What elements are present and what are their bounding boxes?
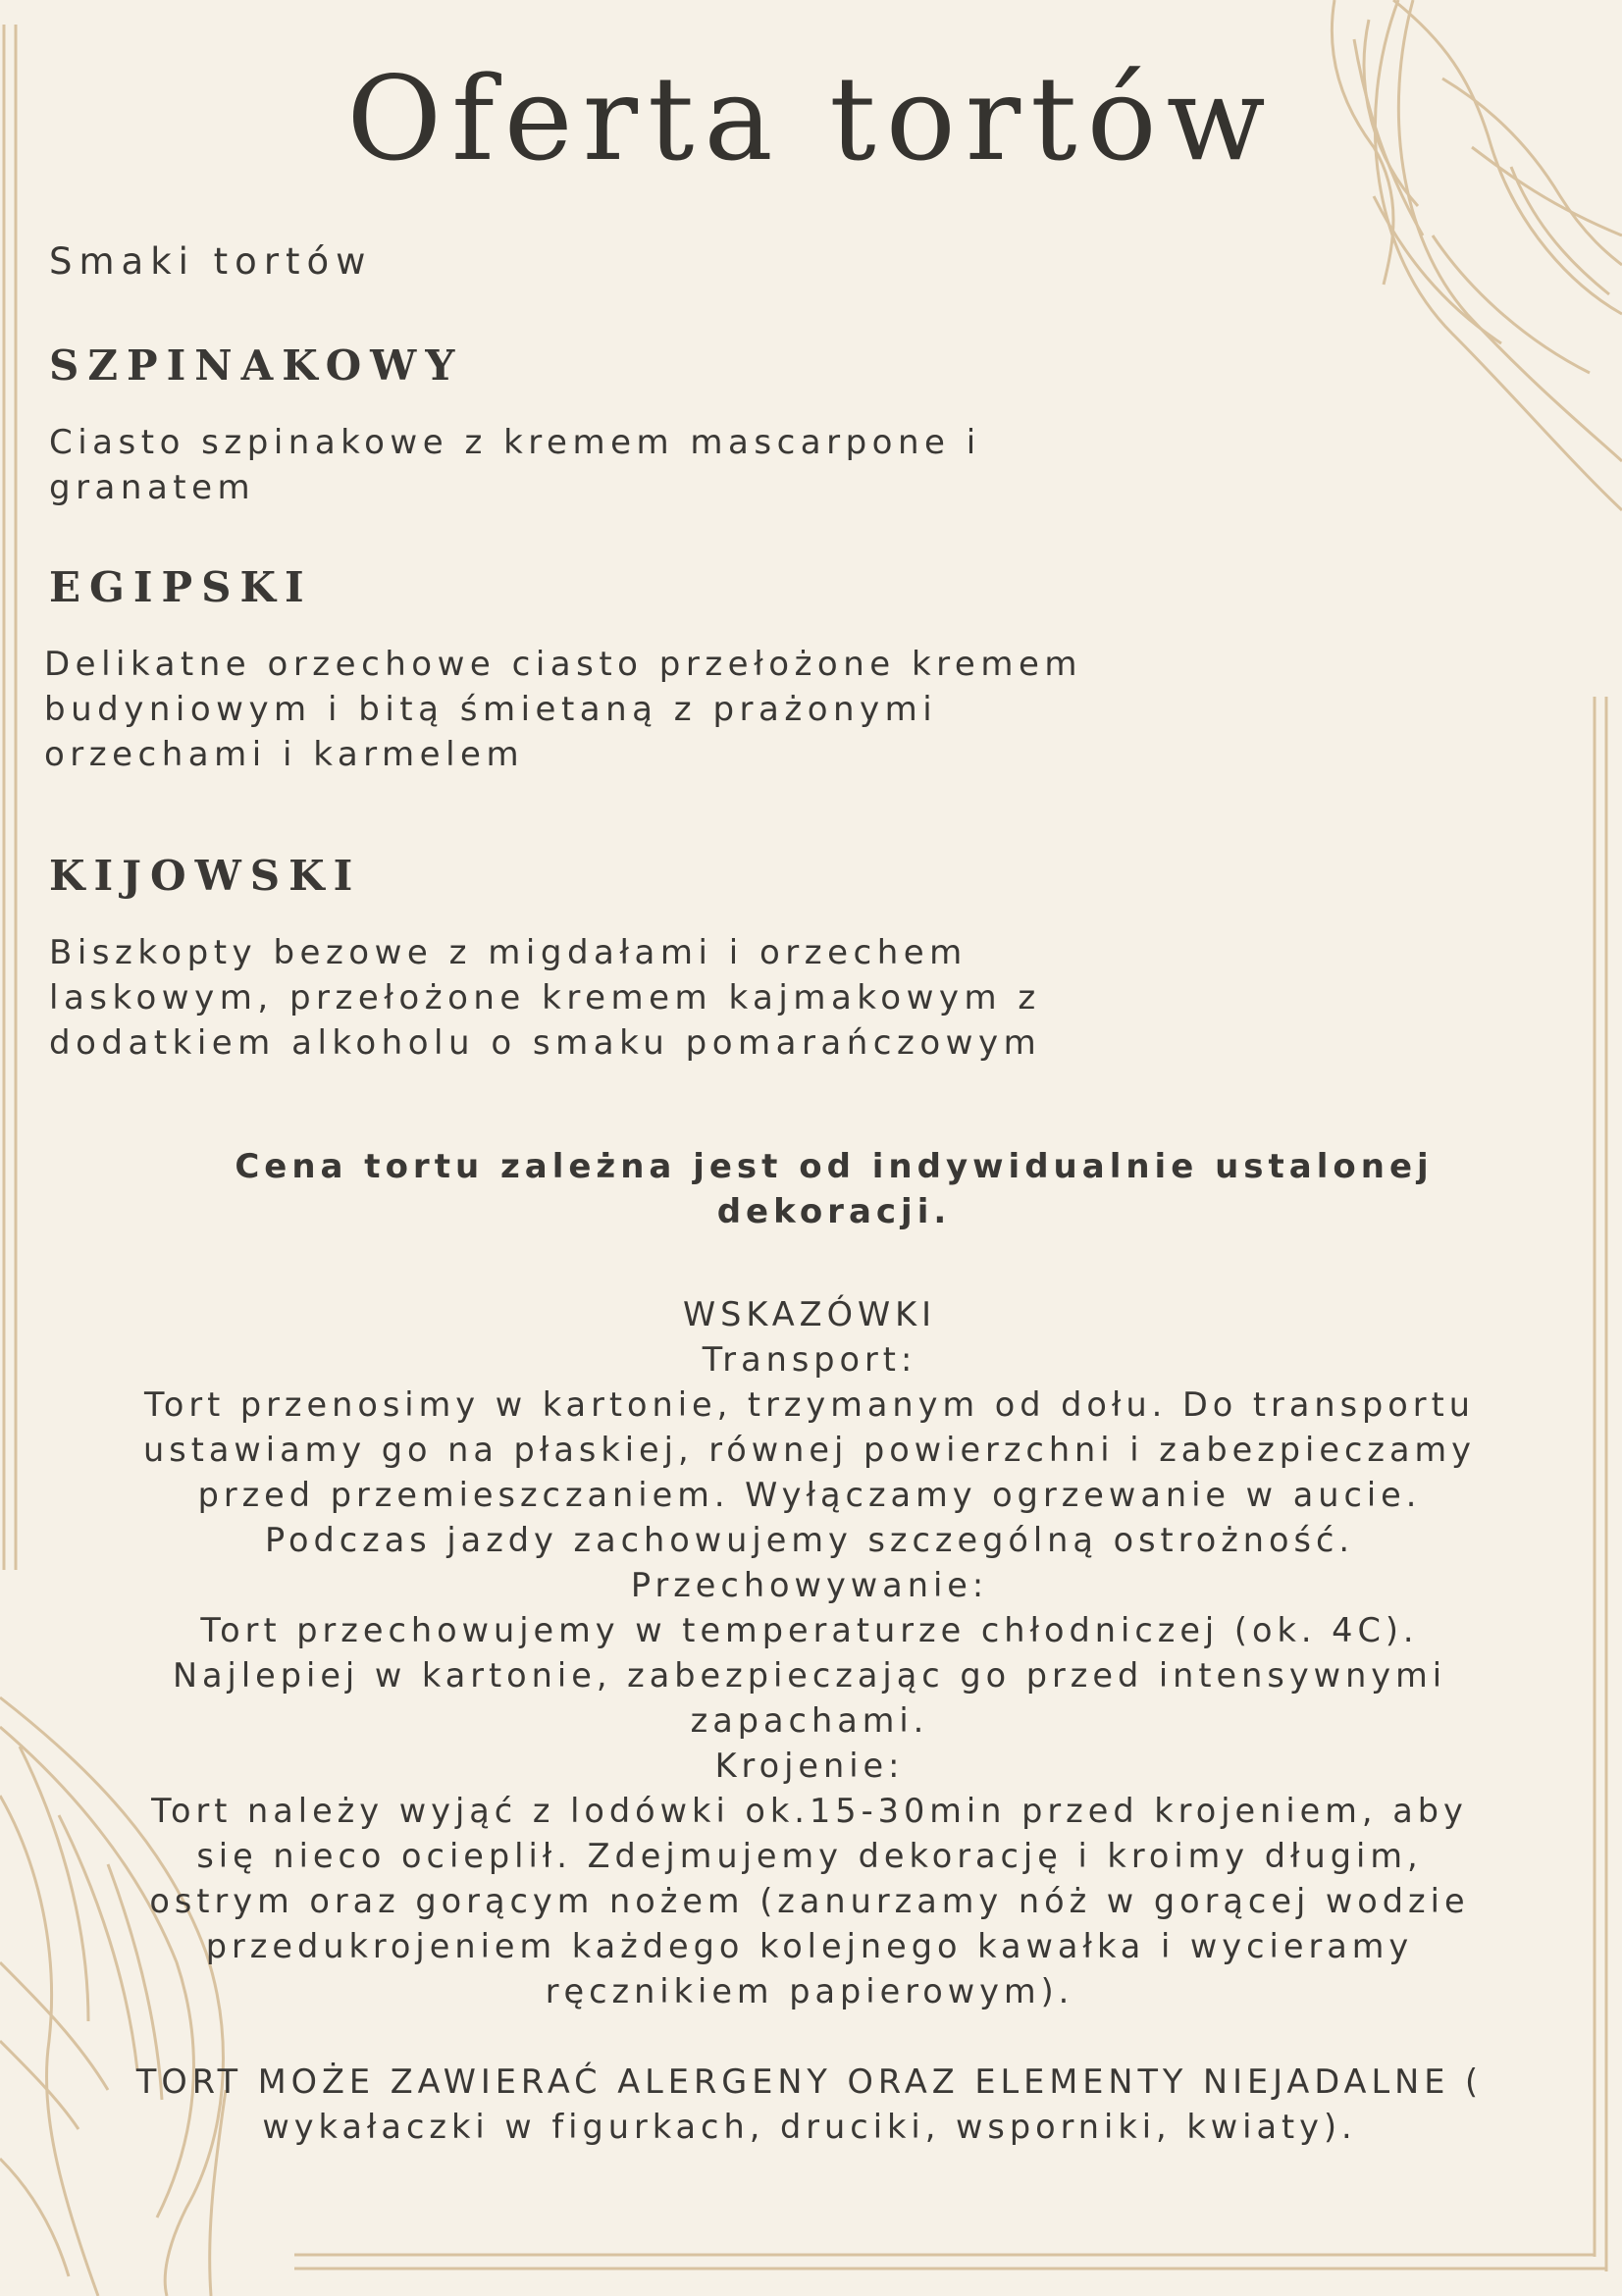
cake-name: EGIPSKI — [49, 563, 313, 611]
cake-description: Delikatne orzechowe ciasto przełożone kremem budyniowym i bitą śmietaną z prażonymi orzechami i karmelem — [44, 645, 1082, 774]
tips-heading: WSKAZÓWKI — [683, 1295, 936, 1333]
transport-text: Tort przenosimy w kartonie, trzymanym od dołu. Do transportu ustawiamy go na płaskiej, równej powierzchni i zabezpieczamy przed przemieszczaniem. Wyłączamy ogrzewanie w aucie. Podczas jazdy zachowujemy szczególną ostrożność. — [143, 1385, 1476, 1559]
storage-heading: Przechowywanie: — [630, 1566, 989, 1604]
cake-description: Biszkopty bezowe z migdałami i orzechem laskowym, przełożone kremem kajmakowym z dodatkiem alkoholu o smaku pomarańczowym — [49, 933, 1042, 1063]
cake-name: SZPINAKOWY — [49, 341, 464, 390]
allergen-note: TORT MOŻE ZAWIERAĆ ALERGENY ORAZ ELEMENTY NIEJADALNE ( wykałaczki w figurkach, druciki, wsporniki, kwiaty). — [135, 2062, 1484, 2146]
cake-description: Ciasto szpinakowe z kremem mascarpone i granatem — [49, 423, 981, 507]
cutting-text: Tort należy wyjąć z lodówki ok.15-30min przed krojeniem, aby się nieco ocieplił. Zdejmujemy dekorację i kroimy długim, ostrym oraz gorącym nożem (zanurzamy nóż w gorącej wodzie przedukrojeniem każdego kolejnego kawałka i wycieramy ręcznikiem papierowym). — [149, 1792, 1470, 2010]
transport-heading: Transport: — [702, 1340, 917, 1379]
page-title: Oferta tortów — [346, 51, 1276, 186]
cutting-heading: Krojenie: — [714, 1747, 905, 1785]
price-note: Cena tortu zależna jest od indywidualnie ustalonej dekoracji. — [235, 1147, 1434, 1231]
spacer — [123, 2014, 1496, 2060]
storage-text: Tort przechowujemy w temperaturze chłodniczej (ok. 4C). Najlepiej w kartonie, zabezpieczając go przed intensywnymi zapachami. — [172, 1611, 1447, 1740]
cake-name: KIJOWSKI — [49, 852, 362, 900]
flavors-subheading: Smaki tortów — [49, 240, 373, 283]
tips-section — [123, 1292, 1496, 2150]
